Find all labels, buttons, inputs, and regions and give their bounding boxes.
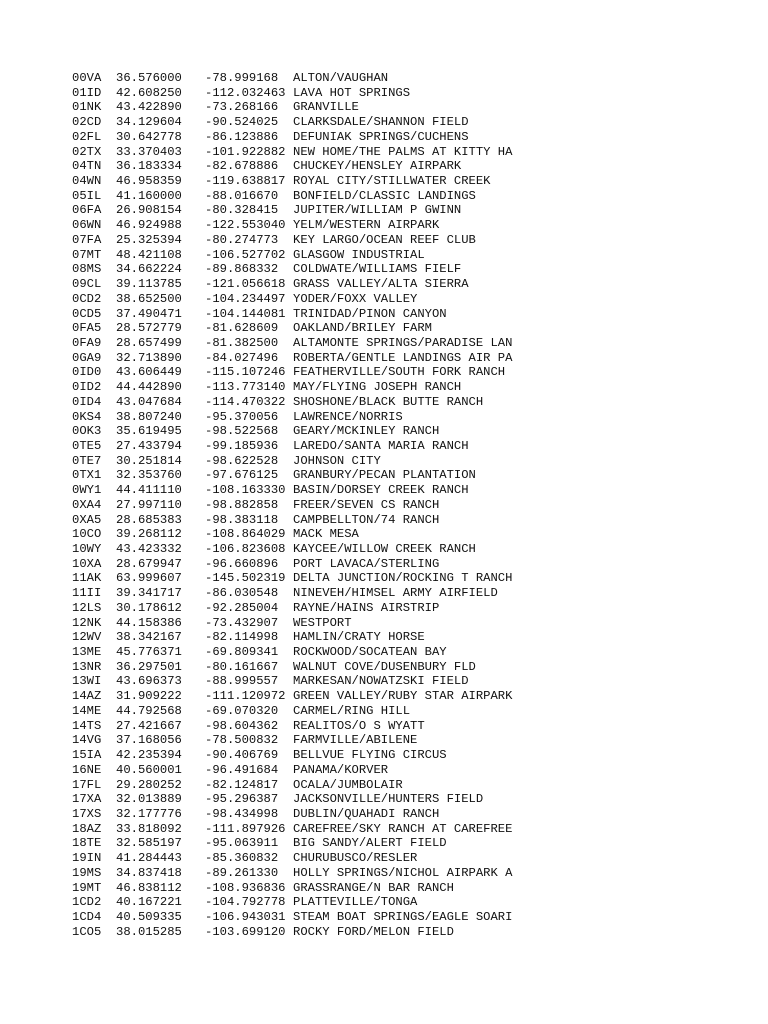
list-item <box>72 881 512 896</box>
airport-code: 02TX <box>72 144 102 159</box>
list-item <box>72 248 512 263</box>
latitude: 33.370403 <box>116 144 182 159</box>
airport-name: BONFIELD/CLASSIC LANDINGS <box>293 188 476 203</box>
airport-name: NEW HOME/THE PALMS AT KITTY HA <box>293 144 513 159</box>
longitude: -108.936836 <box>205 880 286 895</box>
airport-name: MAY/FLYING JOSEPH RANCH <box>293 380 462 395</box>
latitude: 63.999607 <box>116 571 182 586</box>
latitude: 38.015285 <box>116 924 182 939</box>
longitude: -98.622528 <box>205 453 279 468</box>
airport-code: 14TS <box>72 718 102 733</box>
list-item <box>72 424 512 439</box>
longitude: -114.470322 <box>205 394 286 409</box>
longitude: -145.502319 <box>205 571 286 586</box>
longitude: -88.999557 <box>205 674 279 689</box>
airport-name: GRASSRANGE/N BAR RANCH <box>293 880 454 895</box>
airport-name: MACK MESA <box>293 527 359 542</box>
latitude: 43.422890 <box>116 100 182 115</box>
airport-name: ROCKWOOD/SOCATEAN BAY <box>293 645 447 660</box>
list-item <box>72 233 512 248</box>
airport-name: PANAMA/KORVER <box>293 762 389 777</box>
airport-name: FREER/SEVEN CS RANCH <box>293 497 440 512</box>
airport-code: 0TX1 <box>72 468 102 483</box>
longitude: -69.070320 <box>205 703 279 718</box>
list-item <box>72 513 512 528</box>
latitude: 41.160000 <box>116 188 182 203</box>
airport-code: 00VA <box>72 71 102 85</box>
airport-name: SHOSHONE/BLACK BUTTE RANCH <box>293 394 484 409</box>
longitude: -99.185936 <box>205 438 279 453</box>
airport-name: DELTA JUNCTION/ROCKING T RANCH <box>293 571 513 586</box>
airport-name: ROCKY FORD/MELON FIELD <box>293 924 454 939</box>
airport-name: HOLLY SPRINGS/NICHOL AIRPARK A <box>293 865 513 880</box>
airport-name: GREEN VALLEY/RUBY STAR AIRPARK <box>293 689 513 704</box>
list-item <box>72 601 512 616</box>
airport-code: 04WN <box>72 174 102 189</box>
airport-name: CHUCKEY/HENSLEY AIRPARK <box>293 159 462 174</box>
airport-name: ALTAMONTE SPRINGS/PARADISE LAN <box>293 335 513 350</box>
list-item <box>72 527 512 542</box>
latitude: 36.183334 <box>116 159 182 174</box>
airport-code: 14AZ <box>72 689 102 704</box>
list-item <box>72 130 512 145</box>
airport-name: OCALA/JUMBOLAIR <box>293 777 403 792</box>
list-item <box>72 674 512 689</box>
airport-code: 09CL <box>72 277 102 292</box>
airport-name: KAYCEE/WILLOW CREEK RANCH <box>293 542 476 556</box>
airport-name: YODER/FOXX VALLEY <box>293 291 418 306</box>
airport-code: 19MT <box>72 880 102 895</box>
airport-code: 14ME <box>72 703 102 718</box>
airport-code: 02CD <box>72 115 102 130</box>
airport-code: 0CD2 <box>72 291 102 306</box>
airport-code: 0ID4 <box>72 394 102 409</box>
airport-code: 0ID0 <box>72 365 102 380</box>
longitude: -112.032463 <box>205 85 286 100</box>
list-item <box>72 159 512 174</box>
airport-name: STEAM BOAT SPRINGS/EAGLE SOARI <box>293 909 513 924</box>
airport-code: 13ME <box>72 645 102 660</box>
latitude: 32.177776 <box>116 806 182 821</box>
airport-code: 15IA <box>72 748 102 763</box>
airport-listing <box>72 71 512 939</box>
list-item <box>72 763 512 778</box>
latitude: 26.908154 <box>116 203 182 218</box>
latitude: 31.909222 <box>116 689 182 704</box>
latitude: 30.642778 <box>116 129 182 144</box>
list-item <box>72 895 512 910</box>
airport-code: 17FL <box>72 777 102 792</box>
longitude: -73.432907 <box>205 615 279 630</box>
airport-name: NINEVEH/HIMSEL ARMY AIRFIELD <box>293 586 498 601</box>
airport-code: 0ID2 <box>72 380 102 395</box>
airport-name: RAYNE/HAINS AIRSTRIP <box>293 600 440 615</box>
airport-code: 18AZ <box>72 821 102 836</box>
latitude: 32.585197 <box>116 836 182 851</box>
latitude: 33.818092 <box>116 821 182 836</box>
airport-code: 1CO5 <box>72 924 102 939</box>
latitude: 32.353760 <box>116 468 182 483</box>
latitude: 45.776371 <box>116 645 182 660</box>
longitude: -95.063911 <box>205 836 279 851</box>
longitude: -115.107246 <box>205 365 286 380</box>
latitude: 44.442890 <box>116 380 182 395</box>
airport-code: 01NK <box>72 100 102 115</box>
latitude: 44.792568 <box>116 703 182 718</box>
latitude: 43.047684 <box>116 394 182 409</box>
airport-code: 0GA9 <box>72 350 102 365</box>
longitude: -113.773140 <box>205 380 286 395</box>
airport-name: YELM/WESTERN AIRPARK <box>293 218 440 233</box>
longitude: -108.864029 <box>205 527 286 542</box>
latitude: 43.606449 <box>116 365 182 380</box>
airport-code: 1CD2 <box>72 895 102 910</box>
list-item <box>72 616 512 631</box>
airport-name: GLASGOW INDUSTRIAL <box>293 247 425 262</box>
latitude: 48.421108 <box>116 247 182 262</box>
airport-code: 18TE <box>72 836 102 851</box>
latitude: 28.657499 <box>116 335 182 350</box>
longitude: -104.144081 <box>205 306 286 321</box>
latitude: 42.235394 <box>116 748 182 763</box>
longitude: -98.882858 <box>205 497 279 512</box>
list-item <box>72 645 512 660</box>
latitude: 28.679947 <box>116 556 182 571</box>
latitude: 39.113785 <box>116 277 182 292</box>
airport-name: JACKSONVILLE/HUNTERS FIELD <box>293 792 484 807</box>
longitude: -96.491684 <box>205 762 279 777</box>
latitude: 38.807240 <box>116 409 182 424</box>
longitude: -106.943031 <box>205 909 286 924</box>
longitude: -97.676125 <box>205 468 279 483</box>
airport-code: 13WI <box>72 674 102 689</box>
airport-code: 19MS <box>72 865 102 880</box>
airport-code: 0FA5 <box>72 321 102 336</box>
airport-name: MARKESAN/NOWATZSKI FIELD <box>293 674 469 689</box>
longitude: -82.114998 <box>205 630 279 645</box>
airport-code: 11II <box>72 586 102 601</box>
list-item <box>72 866 512 881</box>
airport-name: GRANBURY/PECAN PLANTATION <box>293 468 476 483</box>
longitude: -80.328415 <box>205 203 279 218</box>
latitude: 34.837418 <box>116 865 182 880</box>
airport-name: DEFUNIAK SPRINGS/CUCHENS <box>293 129 469 144</box>
list-item <box>72 218 512 233</box>
airport-name: COLDWATE/WILLIAMS FIELF <box>293 262 462 277</box>
longitude: -122.553040 <box>205 218 286 233</box>
airport-name: WALNUT COVE/DUSENBURY FLD <box>293 659 476 674</box>
list-item <box>72 380 512 395</box>
airport-code: 12LS <box>72 600 102 615</box>
airport-code: 0KS4 <box>72 409 102 424</box>
airport-code: 0FA9 <box>72 335 102 350</box>
airport-name: CHURUBUSCO/RESLER <box>293 851 418 866</box>
list-item <box>72 189 512 204</box>
list-item <box>72 365 512 380</box>
longitude: -104.234497 <box>205 291 286 306</box>
airport-code: 12WV <box>72 630 102 645</box>
airport-name: TRINIDAD/PINON CANYON <box>293 306 447 321</box>
latitude: 32.713890 <box>116 350 182 365</box>
airport-name: ALTON/VAUGHAN <box>293 71 389 85</box>
list-item <box>72 748 512 763</box>
longitude: -86.030548 <box>205 586 279 601</box>
longitude: -73.268166 <box>205 100 279 115</box>
list-item <box>72 822 512 837</box>
airport-name: PORT LAVACA/STERLING <box>293 556 440 571</box>
longitude: -111.897926 <box>205 821 286 836</box>
list-item <box>72 292 512 307</box>
longitude: -82.124817 <box>205 777 279 792</box>
latitude: 46.924988 <box>116 218 182 233</box>
list-item <box>72 542 512 557</box>
airport-name: CAREFREE/SKY RANCH AT CAREFREE <box>293 821 513 836</box>
latitude: 35.619495 <box>116 424 182 439</box>
longitude: -95.370056 <box>205 409 279 424</box>
longitude: -104.792778 <box>205 895 286 910</box>
airport-name: CAMPBELLTON/74 RANCH <box>293 512 440 527</box>
longitude: -88.016670 <box>205 188 279 203</box>
airport-code: 17XA <box>72 792 102 807</box>
list-item <box>72 203 512 218</box>
longitude: -98.383118 <box>205 512 279 527</box>
list-item <box>72 498 512 513</box>
list-item <box>72 454 512 469</box>
longitude: -69.809341 <box>205 645 279 660</box>
list-item <box>72 439 512 454</box>
longitude: -81.628609 <box>205 321 279 336</box>
longitude: -80.161667 <box>205 659 279 674</box>
list-item <box>72 557 512 572</box>
list-item <box>72 660 512 675</box>
airport-name: LAWRENCE/NORRIS <box>293 409 403 424</box>
list-item <box>72 586 512 601</box>
latitude: 44.411110 <box>116 483 182 498</box>
list-item <box>72 174 512 189</box>
latitude: 34.129604 <box>116 115 182 130</box>
airport-code: 1CD4 <box>72 909 102 924</box>
longitude: -81.382500 <box>205 335 279 350</box>
airport-code: 10WY <box>72 542 102 556</box>
airport-code: 0XA5 <box>72 512 102 527</box>
latitude: 32.013889 <box>116 792 182 807</box>
list-item <box>72 689 512 704</box>
latitude: 44.158386 <box>116 615 182 630</box>
airport-code: 04TN <box>72 159 102 174</box>
list-item <box>72 277 512 292</box>
longitude: -98.434998 <box>205 806 279 821</box>
longitude: -111.120972 <box>205 689 286 704</box>
list-item <box>72 571 512 586</box>
latitude: 36.297501 <box>116 659 182 674</box>
airport-code: 10XA <box>72 556 102 571</box>
list-item <box>72 719 512 734</box>
airport-code: 12NK <box>72 615 102 630</box>
list-item <box>72 71 512 86</box>
longitude: -121.056618 <box>205 277 286 292</box>
list-item <box>72 836 512 851</box>
list-item <box>72 336 512 351</box>
latitude: 39.268112 <box>116 527 182 542</box>
airport-name: LAVA HOT SPRINGS <box>293 85 411 100</box>
list-item <box>72 483 512 498</box>
airport-name: PLATTEVILLE/TONGA <box>293 895 418 910</box>
longitude: -106.527702 <box>205 247 286 262</box>
airport-name: DUBLIN/QUAHADI RANCH <box>293 806 440 821</box>
list-item <box>72 792 512 807</box>
longitude: -78.999168 <box>205 71 279 85</box>
list-item <box>72 410 512 425</box>
latitude: 46.958359 <box>116 174 182 189</box>
airport-code: 0XA4 <box>72 497 102 512</box>
latitude: 27.433794 <box>116 438 182 453</box>
list-item <box>72 851 512 866</box>
list-item <box>72 910 512 925</box>
list-item <box>72 100 512 115</box>
latitude: 40.560001 <box>116 762 182 777</box>
latitude: 36.576000 <box>116 71 182 85</box>
airport-name: JOHNSON CITY <box>293 453 381 468</box>
latitude: 28.685383 <box>116 512 182 527</box>
airport-code: 16NE <box>72 762 102 777</box>
list-item <box>72 630 512 645</box>
latitude: 38.652500 <box>116 291 182 306</box>
airport-code: 17XS <box>72 806 102 821</box>
latitude: 25.325394 <box>116 232 182 247</box>
latitude: 39.341717 <box>116 586 182 601</box>
list-item <box>72 807 512 822</box>
latitude: 40.509335 <box>116 909 182 924</box>
latitude: 34.662224 <box>116 262 182 277</box>
airport-code: 06WN <box>72 218 102 233</box>
airport-code: 0TE5 <box>72 438 102 453</box>
airport-code: 01ID <box>72 85 102 100</box>
airport-name: FARMVILLE/ABILENE <box>293 733 418 748</box>
airport-code: 08MS <box>72 262 102 277</box>
latitude: 38.342167 <box>116 630 182 645</box>
airport-name: GRASS VALLEY/ALTA SIERRA <box>293 277 469 292</box>
longitude: -108.163330 <box>205 483 286 498</box>
airport-code: 13NR <box>72 659 102 674</box>
list-item <box>72 733 512 748</box>
longitude: -90.406769 <box>205 748 279 763</box>
airport-name: ROYAL CITY/STILLWATER CREEK <box>293 174 491 189</box>
list-item <box>72 307 512 322</box>
latitude: 29.280252 <box>116 777 182 792</box>
airport-code: 06FA <box>72 203 102 218</box>
list-item <box>72 778 512 793</box>
latitude: 41.284443 <box>116 851 182 866</box>
airport-name: ROBERTA/GENTLE LANDINGS AIR PA <box>293 350 513 365</box>
longitude: -90.524025 <box>205 115 279 130</box>
airport-code: 10CO <box>72 527 102 542</box>
airport-code: 07FA <box>72 232 102 247</box>
latitude: 27.997110 <box>116 497 182 512</box>
airport-name: BIG SANDY/ALERT FIELD <box>293 836 447 851</box>
airport-code: 0OK3 <box>72 424 102 439</box>
airport-code: 11AK <box>72 571 102 586</box>
list-item <box>72 395 512 410</box>
airport-code: 14VG <box>72 733 102 748</box>
airport-code: 07MT <box>72 247 102 262</box>
longitude: -78.500832 <box>205 733 279 748</box>
airport-name: BELLVUE FLYING CIRCUS <box>293 748 447 763</box>
latitude: 30.178612 <box>116 600 182 615</box>
airport-name: CLARKSDALE/SHANNON FIELD <box>293 115 469 130</box>
airport-code: 0CD5 <box>72 306 102 321</box>
longitude: -103.699120 <box>205 924 286 939</box>
longitude: -85.360832 <box>205 851 279 866</box>
airport-name: LAREDO/SANTA MARIA RANCH <box>293 438 469 453</box>
longitude: -95.296387 <box>205 792 279 807</box>
longitude: -86.123886 <box>205 129 279 144</box>
latitude: 37.168056 <box>116 733 182 748</box>
longitude: -84.027496 <box>205 350 279 365</box>
airport-name: CARMEL/RING HILL <box>293 703 411 718</box>
longitude: -96.660896 <box>205 556 279 571</box>
list-item <box>72 351 512 366</box>
longitude: -101.922882 <box>205 144 286 159</box>
airport-code: 05IL <box>72 188 102 203</box>
latitude: 43.423332 <box>116 542 182 556</box>
list-item <box>72 468 512 483</box>
longitude: -82.678886 <box>205 159 279 174</box>
list-item <box>72 86 512 101</box>
list-item <box>72 145 512 160</box>
airport-name: OAKLAND/BRILEY FARM <box>293 321 432 336</box>
airport-name: KEY LARGO/OCEAN REEF CLUB <box>293 232 476 247</box>
longitude: -106.823608 <box>205 542 286 556</box>
list-item <box>72 262 512 277</box>
list-item <box>72 321 512 336</box>
airport-name: REALITOS/O S WYATT <box>293 718 425 733</box>
latitude: 28.572779 <box>116 321 182 336</box>
longitude: -119.638817 <box>205 174 286 189</box>
longitude: -89.868332 <box>205 262 279 277</box>
longitude: -92.285004 <box>205 600 279 615</box>
latitude: 46.838112 <box>116 880 182 895</box>
latitude: 37.490471 <box>116 306 182 321</box>
longitude: -80.274773 <box>205 232 279 247</box>
airport-name: HAMLIN/CRATY HORSE <box>293 630 425 645</box>
longitude: -89.261330 <box>205 865 279 880</box>
latitude: 30.251814 <box>116 453 182 468</box>
latitude: 27.421667 <box>116 718 182 733</box>
airport-name: FEATHERVILLE/SOUTH FORK RANCH <box>293 365 506 380</box>
airport-code: 0TE7 <box>72 453 102 468</box>
airport-name: WESTPORT <box>293 615 352 630</box>
latitude: 42.608250 <box>116 85 182 100</box>
airport-name: GRANVILLE <box>293 100 359 115</box>
latitude: 43.696373 <box>116 674 182 689</box>
list-item <box>72 115 512 130</box>
airport-code: 02FL <box>72 129 102 144</box>
airport-name: BASIN/DORSEY CREEK RANCH <box>293 483 469 498</box>
airport-name: GEARY/MCKINLEY RANCH <box>293 424 440 439</box>
latitude: 40.167221 <box>116 895 182 910</box>
airport-name: JUPITER/WILLIAM P GWINN <box>293 203 462 218</box>
longitude: -98.522568 <box>205 424 279 439</box>
airport-code: 0WY1 <box>72 483 102 498</box>
airport-code: 19IN <box>72 851 102 866</box>
list-item <box>72 925 512 940</box>
longitude: -98.604362 <box>205 718 279 733</box>
list-item <box>72 704 512 719</box>
